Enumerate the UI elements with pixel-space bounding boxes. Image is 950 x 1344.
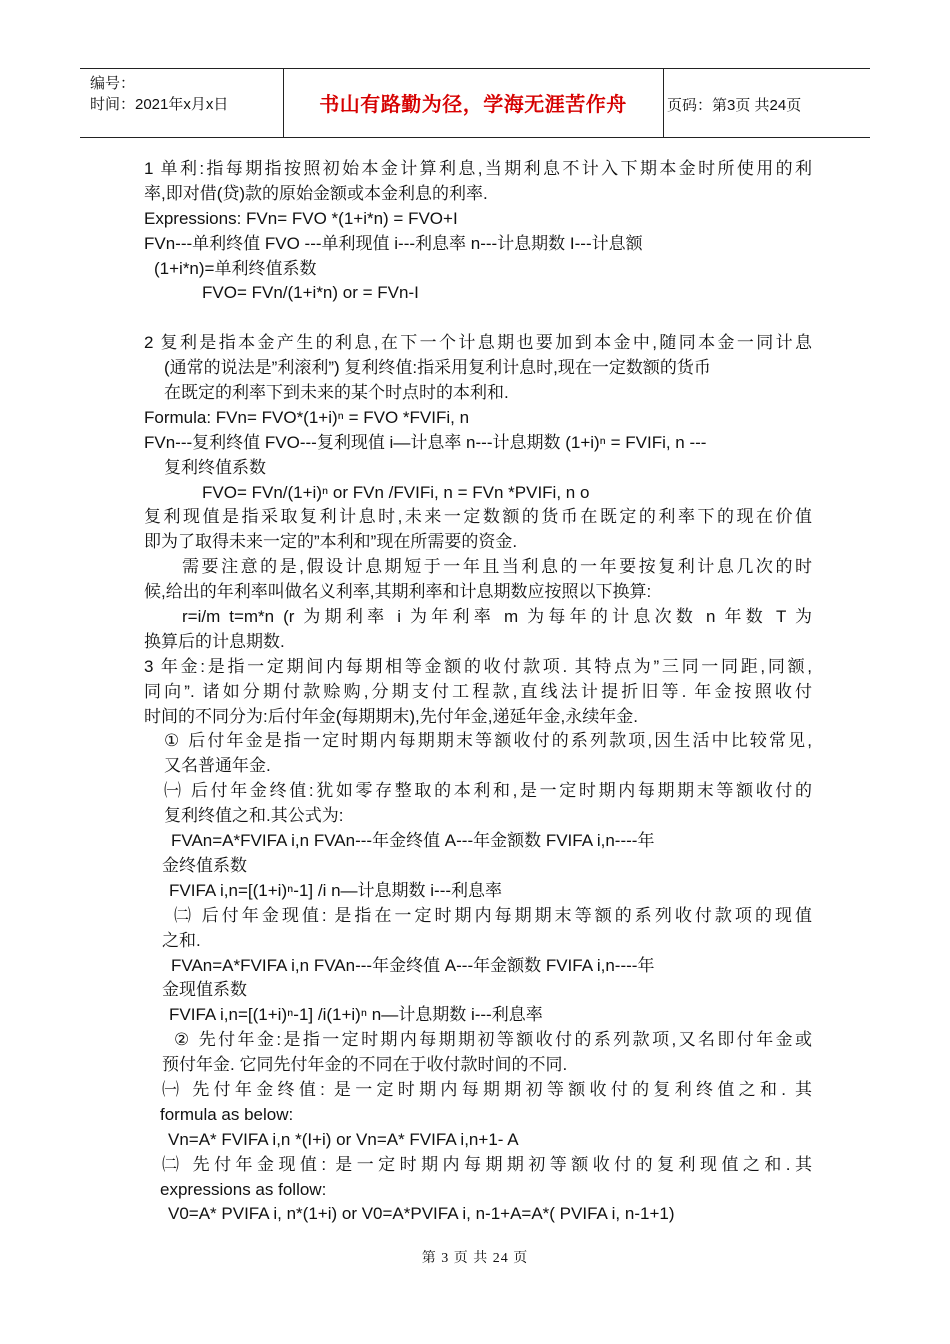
document-date: 时间：2021年x月x日 (90, 96, 229, 113)
text-line: 又名普通年金. (164, 756, 271, 776)
text-line: 复利终值系数 (164, 457, 266, 477)
text-line: 换算后的计息期数. (144, 631, 285, 651)
text-line: ② 先付年金:是指一定时期内每期期初等额收付的系列款项,又名即付年金或 (174, 1030, 812, 1050)
text-line: FVO= FVn/(1+i*n) or = FVn-I (202, 283, 419, 303)
page-header (80, 68, 870, 138)
text-line: Formula: FVn= FVO*(1+i)ⁿ = FVO *FVIFi, n (144, 407, 470, 427)
text-line: 复利现值是指采取复利计息时,未来一定数额的货币在既定的利率下的现在价值 (144, 507, 812, 527)
text-line: r=i/m t=m*n (r 为期利率 i 为年利率 m 为每年的计息次数 n 年数 T 为 (182, 607, 812, 627)
text-line: 1 单利:指每期指按照初始本金计算利息,当期利息不计入下期本金时所使用的利 (144, 159, 812, 178)
text-line: Expressions: FVn= FVO *(1+i*n) = FVO+I (144, 208, 458, 228)
text-line: 在既定的利率下到未来的某个时点时的本利和. (164, 383, 509, 403)
text-line: (1+i*n)=单利终值系数 (154, 258, 317, 278)
text-line: FVn---复利终值 FVO---复利现值 i—计息率 n---计息期数 (1+i)ⁿ = FVIFi, n --- (144, 432, 707, 452)
page-footer: 第 3 页 共 24 页 (421, 1251, 529, 1266)
text-line: 金终值系数 (162, 855, 247, 875)
text-line: FVIFA i,n=[(1+i)ⁿ-1] /i n—计息期数 i---利息率 (169, 880, 503, 900)
text-line: FVAn=A*FVIFA i,n FVAn---年金终值 A---年金额数 FVIFA i,n----年 (171, 955, 655, 975)
document-number-label: 编号： (90, 75, 136, 92)
text-line: 金现值系数 (162, 980, 247, 1000)
text-line: V0=A* PVIFA i, n*(1+i) or V0=A*PVIFA i, n-1+A=A*( PVIFA i, n-1+1) (168, 1204, 675, 1224)
text-line: ㈠ 先付年金终值: 是一定时期内每期期初等额收付的复利终值之和. 其 (162, 1079, 812, 1099)
header-meta (90, 73, 228, 115)
text-line: 3 年金:是指一定期间内每期相等金额的收付款项. 其特点为”三同一同距,同额, (144, 656, 813, 676)
text-line: 需要注意的是,假设计息期短于一年且当利息的一年要按复利计息几次的时 (182, 557, 812, 577)
header-page-info: 页码：第3页 共24页 (667, 97, 802, 114)
text-line: FVO= FVn/(1+i)ⁿ or FVn /FVIFi, n = FVn *PVIFi, n o (202, 482, 590, 502)
text-line: 2 复利是指本金产生的利息,在下一个计息期也要加到本金中,随同本金一同计息 (144, 333, 812, 353)
text-line: FVAn=A*FVIFA i,n FVAn---年金终值 A---年金额数 FVIFA i,n----年 (171, 831, 655, 851)
text-line: ① 后付年金是指一定时期内每期期末等额收付的系列款项,因生活中比较常见, (164, 731, 812, 751)
body-text (144, 157, 812, 1227)
text-line: (通常的说法是”利滚利”) 复利终值:指采用复利计息时,现在一定数额的货币 (164, 358, 711, 378)
text-line: ㈡ 后付年金现值: 是指在一定时期内每期期末等额的系列收付款项的现值 (174, 905, 812, 925)
text-line: formula as below: (160, 1104, 294, 1124)
text-line: ㈡ 先付年金现值: 是一定时期内每期期初等额收付的复利现值之和.其 (162, 1154, 812, 1174)
text-line: 预付年金. 它同先付年金的不同在于收付款时间的不同. (162, 1055, 568, 1075)
header-motto: 书山有路勤为径，学海无涯苦作舟 (319, 94, 627, 116)
text-line: 率,即对借(贷)款的原始金额或本金利息的利率. (144, 183, 488, 203)
text-line: 候,给出的年利率叫做名义利率,其期利率和计息期数应按照以下换算: (144, 582, 652, 602)
text-line: 复利终值之和.其公式为: (164, 806, 344, 826)
text-line: FVIFA i,n=[(1+i)ⁿ-1] /i(1+i)ⁿ n—计息期数 i---利息率 (169, 1005, 543, 1025)
text-line: FVn---单利终值 FVO ---单利现值 i---利息率 n---计息期数 I---计息额 (144, 233, 643, 253)
text-line: ㈠ 后付年金终值:犹如零存整取的本利和,是一定时期内每期期末等额收付的 (164, 781, 812, 801)
text-line: Vn=A* FVIFA i,n *(I+i) or Vn=A* FVIFA i,n+1- A (168, 1129, 519, 1149)
text-line: 即为了取得未来一定的”本利和”现在所需要的资金. (144, 532, 518, 552)
text-line: expressions as follow: (160, 1179, 327, 1199)
text-line: 同向”. 诸如分期付款赊购,分期支付工程款,直线法计提折旧等. 年金按照收付 (144, 681, 812, 701)
text-line (144, 306, 812, 331)
text-line: 时间的不同分为:后付年金(每期期末),先付年金,递延年金,永续年金. (144, 706, 638, 726)
header-divider (663, 69, 664, 137)
text-line: 之和. (162, 930, 201, 950)
